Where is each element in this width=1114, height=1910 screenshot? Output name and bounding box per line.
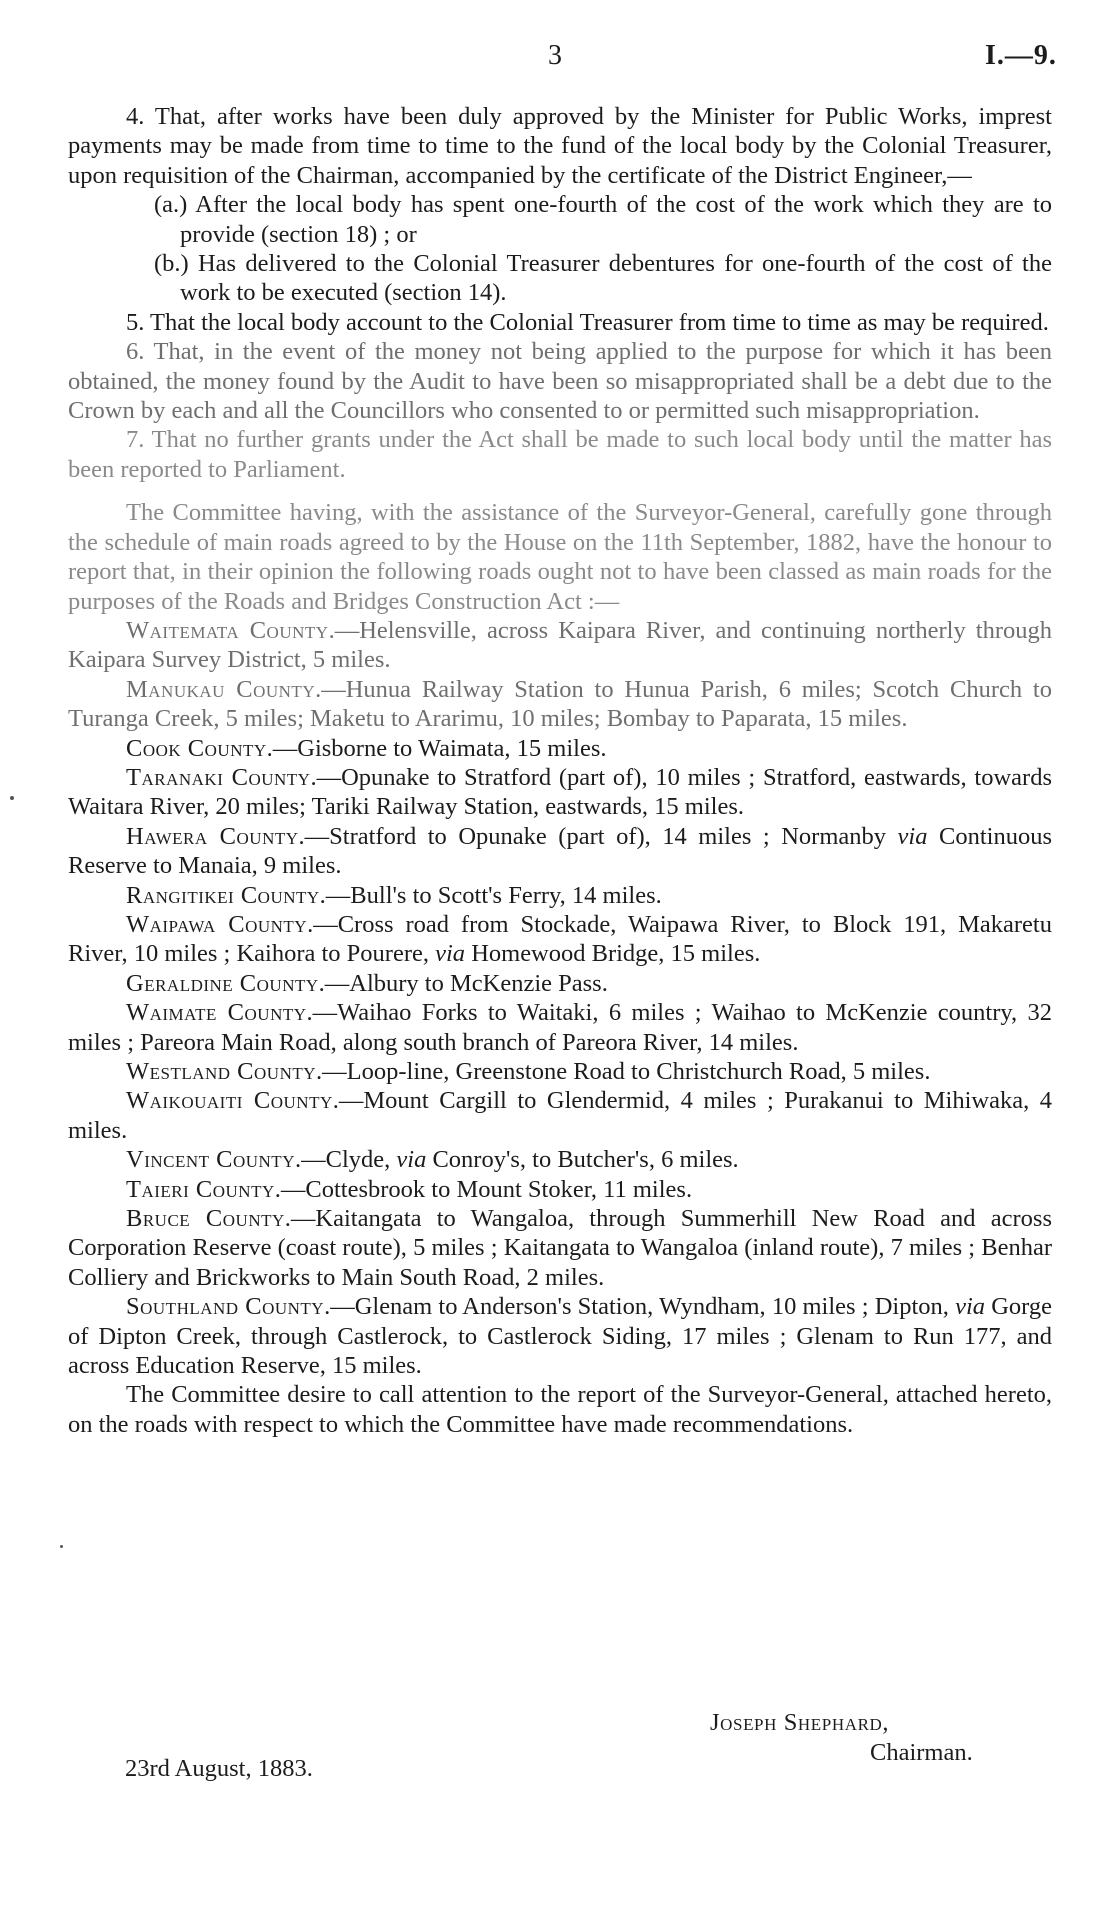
county-entry-cook — [68, 734, 1052, 763]
county-roads: .—Hunua Railway Station to Hunua Parish, 6 miles; Scotch Church to Turanga Creek, 5 miles; Maketu to Ararimu, 10 miles; Bombay to Paparata, 15 miles. — [68, 675, 1052, 733]
county-name: Geraldine County — [126, 969, 319, 997]
county-roads: .—Bull's to Scott's Ferry, 14 miles. — [319, 881, 662, 909]
county-name: Waipawa County — [126, 910, 308, 938]
scan-speck — [60, 1545, 63, 1548]
county-entry-hawera — [68, 822, 1052, 881]
county-roads: .—Stratford to Opunake (part of), 14 miles ; Normanby — [298, 822, 898, 850]
paragraph-6: 6. That, in the event of the money not being applied to the purpose for which it has been obtained, the money found by the Audit to have been so misappropriated shall be a debt due to the Crown by each and all the Councillors who consented to or permitted such misappropriation. — [68, 338, 1052, 425]
closing-paragraph: The Committee desire to call attention to the report of the Surveyor-General, attached hereto, on the roads with respect to which the Committee have made recommendations. — [68, 1381, 1052, 1438]
via-italic: via — [955, 1293, 986, 1321]
county-roads: .—Cottesbrook to Mount Stoker, 11 miles. — [274, 1175, 693, 1203]
county-entry-waipawa — [68, 910, 1052, 969]
paragraph-4: 4. That, after works have been duly approved by the Minister for Public Works, imprest payments may be made from time to time to the fund of the local body by the Colonial Treasurer, upon requisition of the Chairman, accompanied by the certificate of the District Engineer,— — [68, 103, 1052, 189]
county-roads-cont: Homewood Bridge, 15 miles. — [465, 940, 761, 968]
county-entry-geraldine — [68, 969, 1052, 998]
county-name: Waikouaiti County — [126, 1087, 333, 1115]
county-entry-waikouaiti — [68, 1086, 1052, 1145]
paragraph-5: 5. That the local body account to the Colonial Treasurer from time to time as may be required. — [126, 308, 1049, 336]
document-reference: I.—9. — [985, 40, 1057, 71]
county-name: Taieri County — [126, 1175, 275, 1203]
county-name: Westland County — [126, 1058, 317, 1085]
county-entry-taranaki — [68, 763, 1052, 822]
signatory-title: Chairman. — [870, 1739, 973, 1766]
county-name: Bruce County — [126, 1205, 285, 1233]
county-name: Manukau County — [126, 675, 316, 703]
county-entry-southland — [68, 1292, 1052, 1380]
county-entry-waitemata — [68, 616, 1052, 675]
county-roads: .—Mount Cargill to Glendermid, 4 miles ; Purakanui to Mihiwaka, 4 miles. — [68, 1087, 1052, 1144]
county-name: Cook County — [126, 734, 267, 762]
county-roads: .—Helensville, across Kaipara River, and continuing northerly through Kaipara Survey District, 5 miles. — [68, 616, 1052, 674]
county-name: Southland County — [126, 1293, 325, 1321]
county-name: Waitemata County — [126, 616, 329, 644]
county-roads: .—Opunake to Stratford (part of), 10 miles ; Stratford, eastwards, towards Waitara River, 20 miles; Tariki Railway Station, eastwards, 15 miles. — [68, 763, 1052, 821]
county-name: Vincent County — [126, 1146, 295, 1174]
via-italic: via — [435, 940, 466, 968]
county-entry-taieri — [68, 1175, 1052, 1204]
county-roads-cont: Conroy's, to Butcher's, 6 miles. — [426, 1146, 739, 1174]
document-body — [68, 102, 1052, 1439]
scan-speck — [10, 796, 14, 800]
county-entry-rangitikei — [68, 881, 1052, 910]
county-roads: .—Waihao Forks to Waitaki, 6 miles ; Waihao to McKenzie country, 32 miles ; Pareora Main Road, along south branch of Pareora River, 14 miles. — [68, 999, 1052, 1056]
county-roads: .—Gisborne to Waimata, 15 miles. — [266, 734, 607, 762]
paragraph-4-b: (b.) Has delivered to the Colonial Treasurer debentures for one-fourth of the cost of the work to be executed (section 14). — [154, 250, 1052, 307]
via-italic: via — [396, 1146, 427, 1174]
county-entry-westland — [68, 1057, 1052, 1086]
page-number: 3 — [548, 40, 562, 71]
county-name: Rangitikei County — [126, 881, 320, 909]
county-roads-cont: Gorge of Dipton Creek, through Castlerock, to Castlerock Siding, 17 miles ; Glenam to Run 177, and across Education Reserve, 15 miles. — [68, 1293, 1052, 1380]
county-entry-bruce — [68, 1204, 1052, 1292]
signature-block — [710, 1708, 973, 1768]
county-entry-waimate — [68, 998, 1052, 1057]
committee-paragraph: The Committee having, with the assistance of the Surveyor-General, carefully gone through the schedule of main roads agreed to by the House on the 11th September, 1882, have the honour to report that, in their opinion the following roads ought not to have been classed as main roads for the purposes of the Roads and Bridges Construction Act :— — [68, 499, 1052, 615]
county-roads-cont: Continuous Reserve to Manaia, 9 miles. — [68, 822, 1052, 880]
county-roads: .—Loop-line, Greenstone Road to Christchurch Road, 5 miles. — [316, 1058, 931, 1085]
paragraph-7: 7. That no further grants under the Act shall be made to such local body until the matter has been reported to Parliament. — [68, 426, 1052, 483]
county-roads: .—Cross road from Stockade, Waipawa River, to Block 191, Makaretu River, 10 miles ; Kaihora to Pourere, — [68, 910, 1052, 968]
county-roads: .—Kaitangata to Wangaloa, through Summerhill New Road and across Corporation Reserve (coast route), 5 miles ; Kaitangata to Wangaloa (inland route), 7 miles ; Benhar Colliery and Brickworks to Main South Road, 2 miles. — [68, 1205, 1052, 1291]
county-entry-manukau — [68, 675, 1052, 734]
county-roads: .—Albury to McKenzie Pass. — [318, 969, 608, 997]
report-date: 23rd August, 1883. — [125, 1755, 313, 1782]
signatory-name: Joseph Shephard, — [710, 1709, 890, 1736]
county-name: Taranaki County — [126, 763, 311, 791]
via-italic: via — [897, 822, 928, 850]
county-name: Hawera County — [126, 822, 299, 850]
county-roads: .—Clyde, — [294, 1146, 397, 1174]
county-name: Waimate County — [126, 999, 307, 1027]
county-roads: .—Glenam to Anderson's Station, Wyndham, 10 miles ; Dipton, — [324, 1293, 956, 1321]
page-header — [0, 40, 1114, 80]
paragraph-4-a: (a.) After the local body has spent one-fourth of the cost of the work which they are to provide (section 18) ; or — [154, 191, 1052, 248]
county-entry-vincent — [68, 1145, 1052, 1174]
